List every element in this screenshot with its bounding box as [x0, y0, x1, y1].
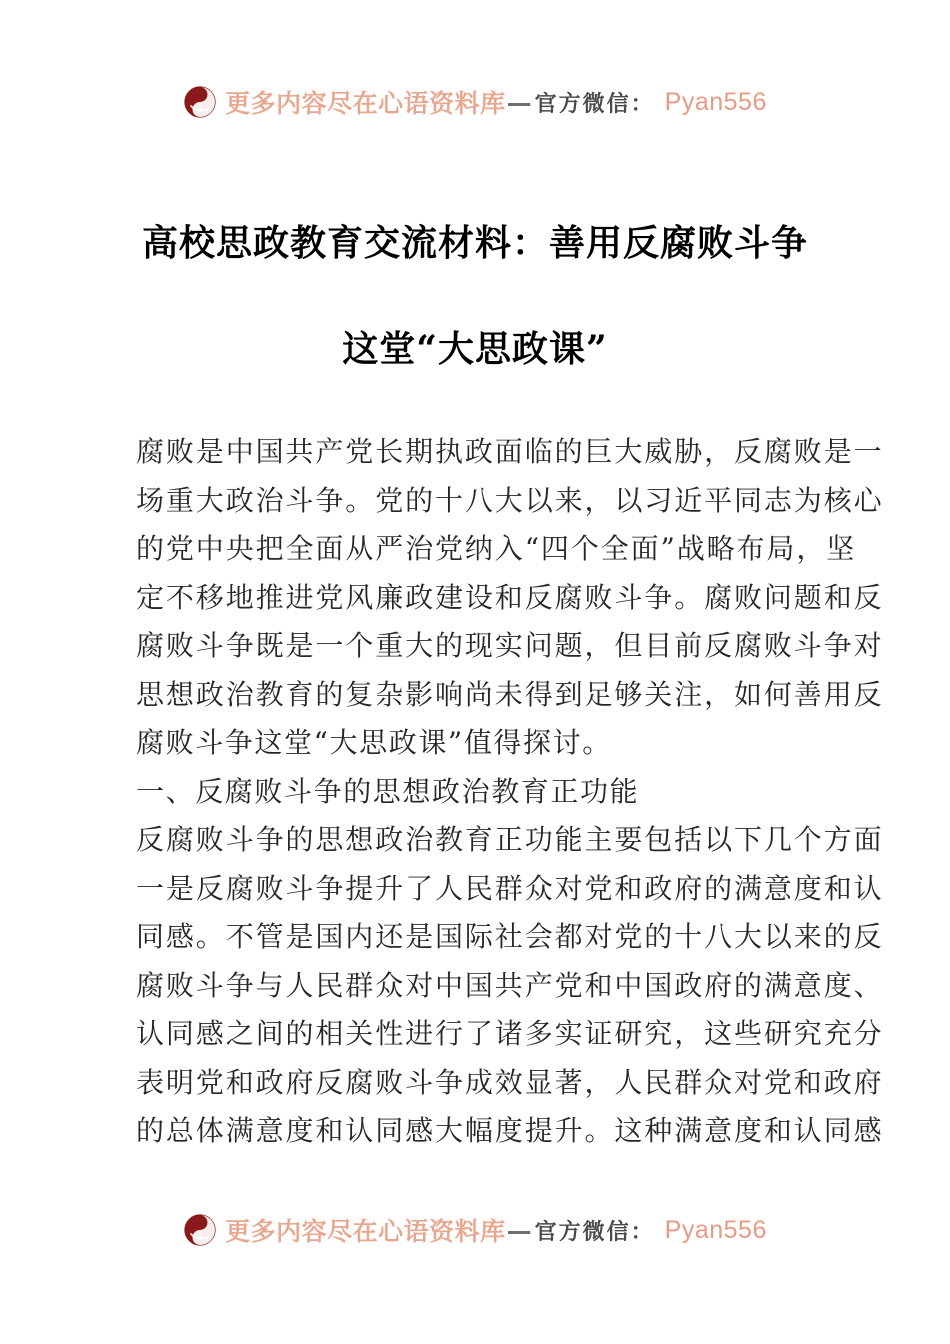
page-title-line-1: 高校思政教育交流材料：善用反腐败斗争 [141, 222, 808, 265]
page-title [130, 190, 820, 402]
header-watermark [0, 84, 950, 120]
body-line: 腐败斗争这堂“大思政课”值得探讨。 [136, 726, 612, 759]
document-body [136, 428, 884, 1156]
body-line: 思想政治教育的复杂影响尚未得到足够关注，如何善用反 [136, 677, 884, 711]
body-line: 同感。不管是国内还是国际社会都对党的十八大以来的反 [136, 920, 884, 953]
body-line: 一是反腐败斗争提升了人民群众对党和政府的满意度和认 [136, 871, 884, 905]
body-line: 认同感之间的相关性进行了诸多实证研究，这些研究充分 [136, 1017, 884, 1050]
body-line: 定不移地推进党风廉政建设和反腐败斗争。腐败问题和反 [136, 580, 884, 614]
body-line: 腐败斗争既是一个重大的现实问题，但目前反腐败斗争对 [136, 629, 884, 662]
watermark-wechat-handle: Pyan556 [664, 1215, 767, 1244]
body-line: 的总体满意度和认同感大幅度提升。这种满意度和认同感 [136, 1114, 884, 1147]
brand-logo-icon [183, 1213, 217, 1247]
watermark-dash: — [506, 87, 532, 117]
section-heading-1: 一、反腐败斗争的思想政治教育正功能 [136, 774, 640, 808]
body-line: 反腐败斗争的思想政治教育正功能主要包括以下几个方面 [136, 823, 884, 856]
body-line: 腐败是中国共产党长期执政面临的巨大威胁，反腐败是一 [136, 435, 884, 468]
watermark-wechat-handle: Pyan556 [664, 87, 767, 116]
brand-logo-icon [183, 85, 217, 119]
footer-watermark [0, 1212, 950, 1248]
body-line: 的党中央把全面从严治党纳入“四个全面”战略布局，坚 [136, 532, 857, 565]
body-line: 场重大政治斗争。党的十八大以来，以习近平同志为核心 [136, 483, 884, 517]
page-title-line-2: 这堂“大思政课” [342, 328, 608, 371]
watermark-dash: — [506, 1215, 532, 1245]
watermark-brand-text: 更多内容尽在心语资料库 [225, 89, 506, 118]
watermark-brand-text: 更多内容尽在心语资料库 [225, 1217, 506, 1246]
watermark-channel-label: 官方微信： [534, 90, 655, 117]
body-line: 腐败斗争与人民群众对中国共产党和中国政府的满意度、 [136, 968, 884, 1002]
body-line: 表明党和政府反腐败斗争成效显著，人民群众对党和政府 [136, 1065, 884, 1099]
watermark-channel-label: 官方微信： [534, 1218, 655, 1245]
